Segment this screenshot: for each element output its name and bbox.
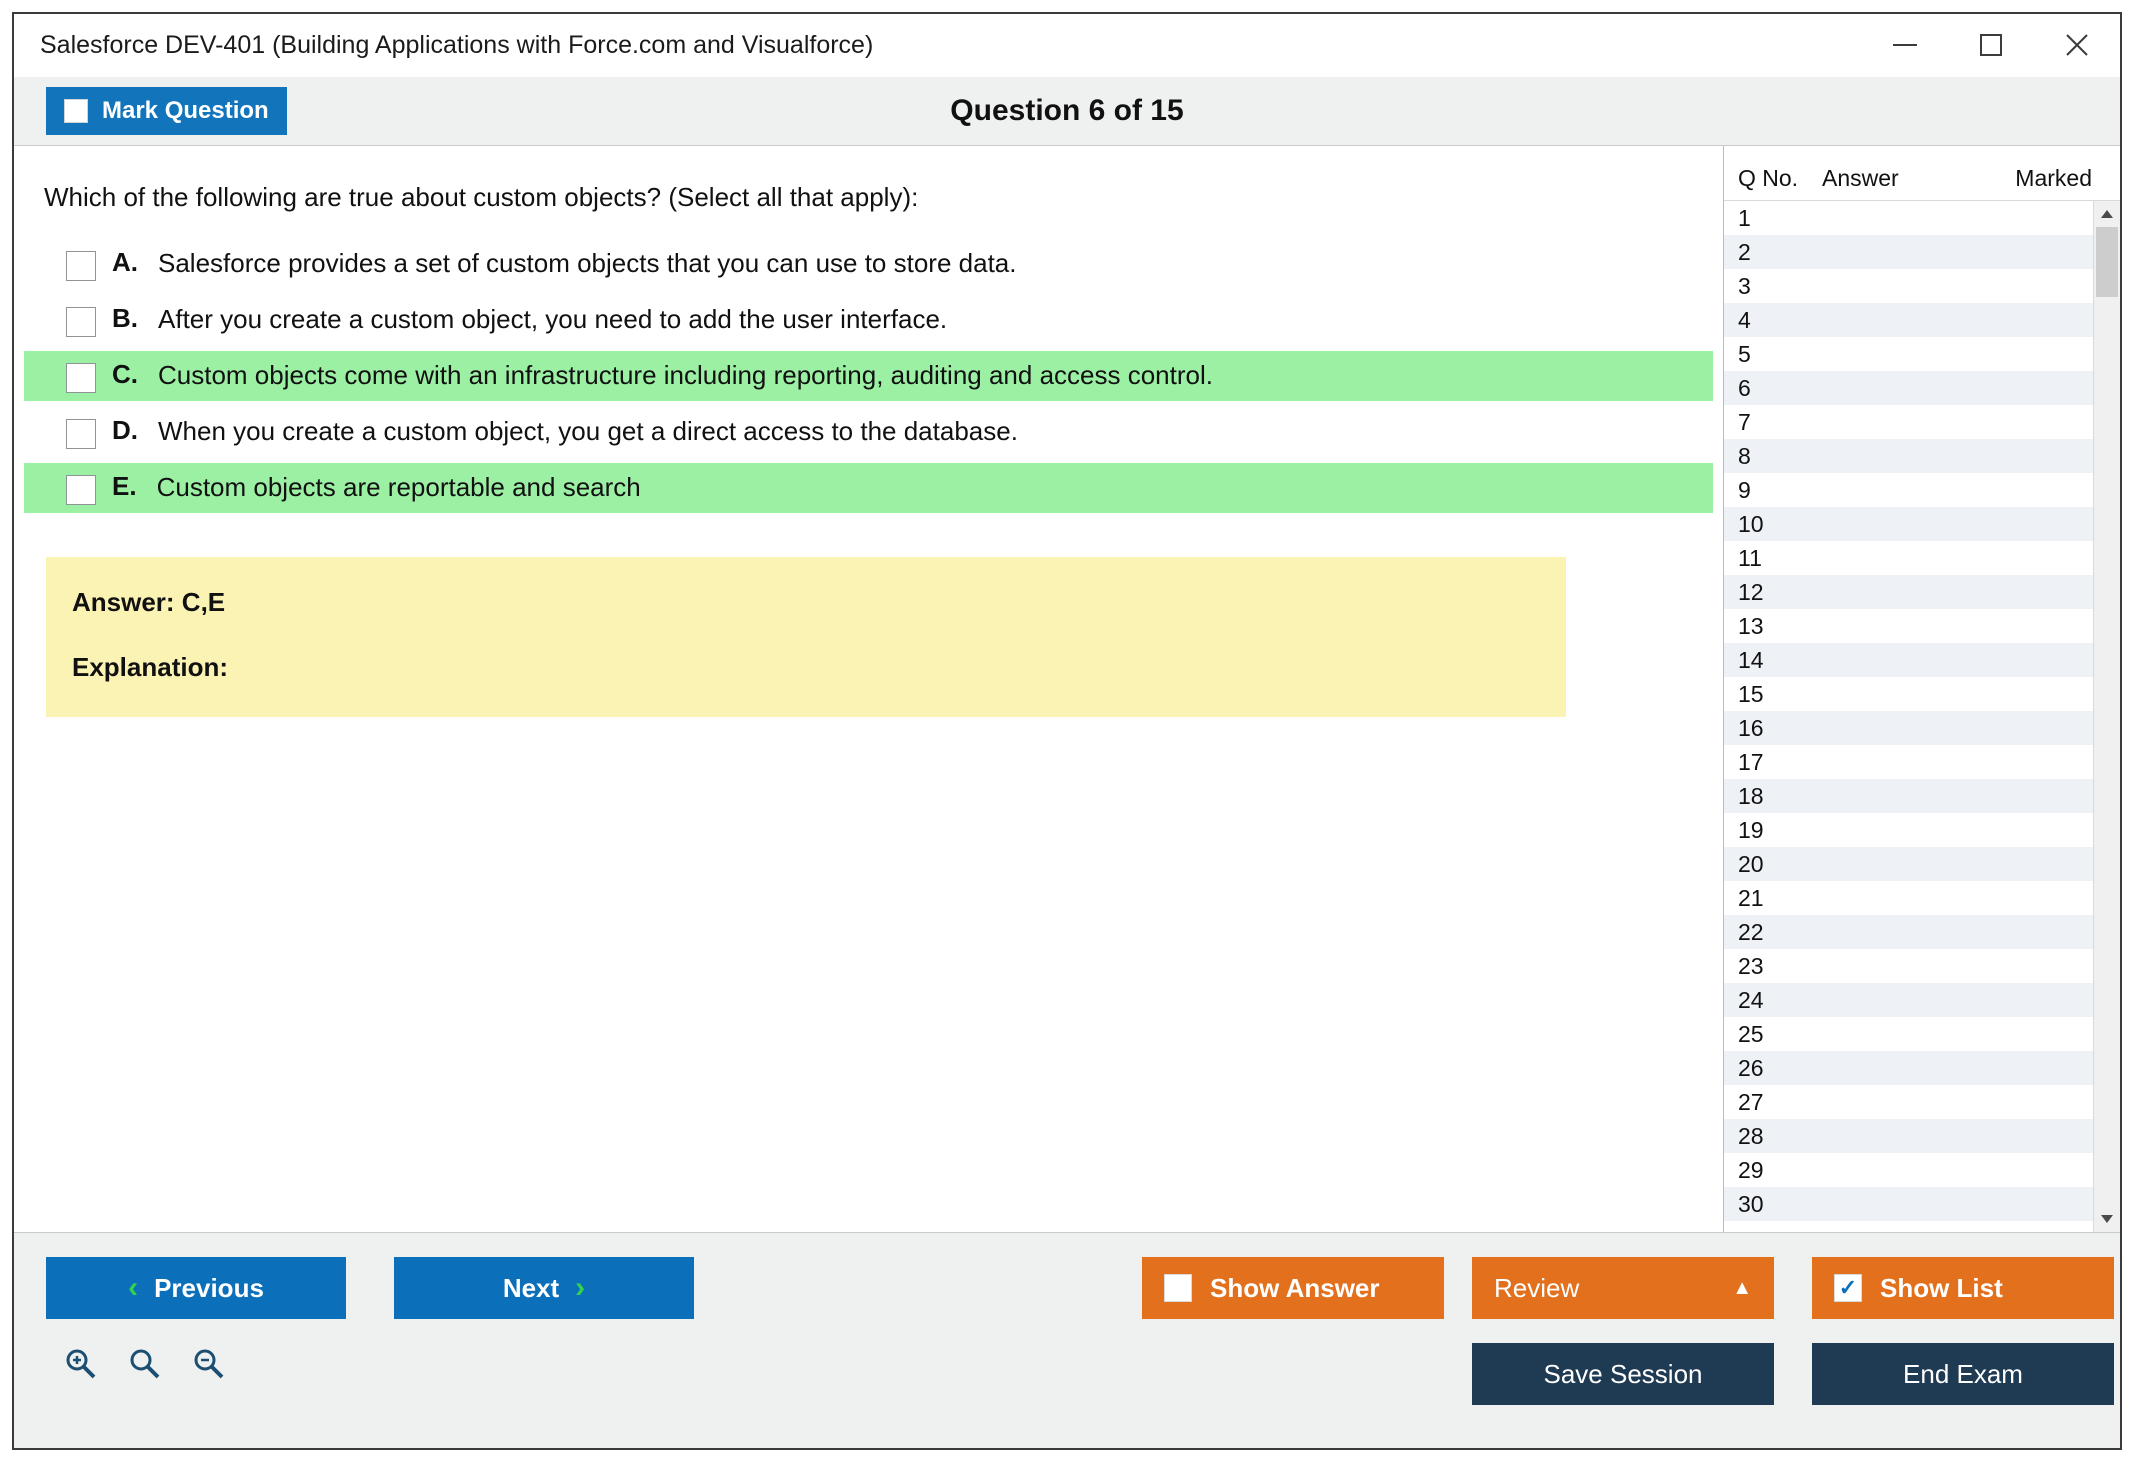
table-row[interactable]	[1724, 677, 2093, 711]
table-row[interactable]	[1724, 1017, 2093, 1051]
table-row[interactable]	[1724, 745, 2093, 779]
row-qno: 7	[1738, 408, 1751, 435]
row-qno: 18	[1738, 782, 1764, 809]
row-qno: 8	[1738, 442, 1751, 469]
option-row-a[interactable]	[24, 239, 1713, 289]
question-list-body	[1724, 201, 2120, 1232]
table-row[interactable]	[1724, 609, 2093, 643]
exam-header	[14, 77, 2120, 146]
table-row[interactable]	[1724, 371, 2093, 405]
row-qno: 24	[1738, 986, 1764, 1013]
row-qno: 12	[1738, 578, 1764, 605]
table-row[interactable]	[1724, 473, 2093, 507]
question-list-header	[1724, 146, 2120, 201]
option-letter: C.	[112, 359, 138, 389]
question-list-panel	[1723, 146, 2120, 1232]
table-row[interactable]	[1724, 337, 2093, 371]
mark-question-label: Mark Question	[102, 97, 269, 124]
show-list-button[interactable]	[1812, 1257, 2114, 1319]
row-qno: 15	[1738, 680, 1764, 707]
explanation-label: Explanation:	[72, 652, 229, 682]
mark-question-button[interactable]	[46, 87, 287, 135]
row-qno: 21	[1738, 884, 1764, 911]
question-list-scrollbar[interactable]	[2093, 201, 2120, 1232]
exam-body	[14, 146, 2120, 1232]
option-text: After you create a custom object, you need to add the user interface.	[158, 304, 948, 334]
window-title: Salesforce DEV-401 (Building Applications with Force.com and Visualforce)	[40, 30, 874, 59]
next-label: Next	[502, 1272, 560, 1303]
question-stem: Which of the following are true about custom objects? (Select all that apply):	[44, 182, 919, 212]
row-qno: 14	[1738, 646, 1764, 673]
question-pane	[14, 146, 1723, 1232]
option-letter: E.	[112, 471, 137, 501]
close-icon	[2062, 30, 2092, 60]
checkbox-icon[interactable]	[66, 307, 96, 337]
row-qno: 22	[1738, 918, 1764, 945]
row-qno: 5	[1738, 340, 1751, 367]
row-qno: 1	[1738, 204, 1751, 231]
row-qno: 9	[1738, 476, 1751, 503]
table-row[interactable]	[1724, 915, 2093, 949]
checkbox-icon[interactable]	[66, 251, 96, 281]
review-dropdown[interactable]	[1472, 1257, 1774, 1319]
table-row[interactable]	[1724, 575, 2093, 609]
question-rows[interactable]	[1724, 201, 2093, 1232]
row-qno: 16	[1738, 714, 1764, 741]
minimize-button[interactable]	[1862, 14, 1948, 76]
exam-window	[12, 12, 2122, 1450]
table-row[interactable]	[1724, 303, 2093, 337]
next-button[interactable]	[394, 1257, 694, 1319]
table-row[interactable]	[1724, 881, 2093, 915]
checkbox-icon[interactable]	[66, 475, 96, 505]
table-row[interactable]	[1724, 643, 2093, 677]
row-qno: 17	[1738, 748, 1764, 775]
save-session-label: Save Session	[1543, 1358, 1703, 1389]
row-qno: 11	[1738, 544, 1762, 571]
checkbox-icon[interactable]	[66, 419, 96, 449]
row-qno: 19	[1738, 816, 1764, 843]
table-row[interactable]	[1724, 949, 2093, 983]
table-row[interactable]	[1724, 1051, 2093, 1085]
zoom-out-icon[interactable]	[190, 1345, 226, 1381]
table-row[interactable]	[1724, 541, 2093, 575]
option-row-e[interactable]	[24, 463, 1713, 513]
scroll-down-arrow-icon[interactable]	[2094, 1206, 2120, 1232]
option-row-d[interactable]	[24, 407, 1713, 457]
answer-explanation-box	[46, 557, 1566, 717]
option-text: When you create a custom object, you get a direct access to the database.	[158, 416, 1018, 446]
row-qno: 6	[1738, 374, 1751, 401]
option-letter: B.	[112, 303, 138, 333]
table-row[interactable]	[1724, 813, 2093, 847]
row-qno: 10	[1738, 510, 1764, 537]
save-session-button[interactable]	[1472, 1343, 1774, 1405]
table-row[interactable]	[1724, 847, 2093, 881]
scroll-up-arrow-icon[interactable]	[2094, 201, 2120, 227]
column-header-qno: Q No.	[1738, 164, 1799, 191]
question-counter: Question 6 of 15	[950, 94, 1184, 127]
end-exam-label: End Exam	[1903, 1358, 2023, 1389]
table-row[interactable]	[1724, 779, 2093, 813]
row-qno: 29	[1738, 1156, 1764, 1183]
option-text: Custom objects are reportable and search	[156, 472, 641, 502]
show-answer-button[interactable]	[1142, 1257, 1444, 1319]
column-header-answer: Answer	[1822, 164, 1899, 191]
option-row-b[interactable]	[24, 295, 1713, 345]
table-row[interactable]	[1724, 439, 2093, 473]
row-qno: 23	[1738, 952, 1764, 979]
table-row[interactable]	[1724, 1085, 2093, 1119]
checkbox-icon	[64, 99, 88, 123]
table-row[interactable]	[1724, 201, 2093, 235]
chevron-left-icon: ‹	[128, 1271, 139, 1304]
option-text: Salesforce provides a set of custom objects that you can use to store data.	[158, 248, 1017, 278]
end-exam-button[interactable]	[1812, 1343, 2114, 1405]
show-list-label: Show List	[1880, 1272, 2003, 1303]
row-qno: 20	[1738, 850, 1764, 877]
chevron-right-icon: ›	[575, 1271, 586, 1304]
table-row[interactable]	[1724, 1153, 2093, 1187]
row-qno: 3	[1738, 272, 1751, 299]
row-qno: 4	[1738, 306, 1751, 333]
chevron-up-icon: ▲	[1732, 1276, 1752, 1299]
review-label: Review	[1494, 1272, 1580, 1303]
table-row[interactable]	[1724, 711, 2093, 745]
option-text: Custom objects come with an infrastructure including reporting, auditing and access control.	[158, 360, 1213, 390]
maximize-icon	[1978, 32, 2004, 58]
table-row[interactable]	[1724, 235, 2093, 269]
option-row-c[interactable]	[24, 351, 1713, 401]
row-qno: 30	[1738, 1190, 1764, 1217]
previous-button[interactable]	[46, 1257, 346, 1319]
checkbox-checked-icon: ✓	[1834, 1274, 1862, 1302]
zoom-controls	[62, 1345, 226, 1381]
show-answer-label: Show Answer	[1210, 1272, 1380, 1303]
row-qno: 27	[1738, 1088, 1764, 1115]
column-header-marked: Marked	[2015, 164, 2092, 191]
row-qno: 25	[1738, 1020, 1764, 1047]
row-qno: 13	[1738, 612, 1764, 639]
checkbox-icon	[1164, 1274, 1192, 1302]
maximize-button[interactable]	[1948, 14, 2034, 76]
row-qno: 2	[1738, 238, 1751, 265]
row-qno: 26	[1738, 1054, 1764, 1081]
option-letter: D.	[112, 415, 138, 445]
minimize-icon	[1891, 40, 1919, 50]
zoom-in-icon[interactable]	[62, 1345, 98, 1381]
close-button[interactable]	[2034, 14, 2120, 76]
zoom-search-icon[interactable]	[126, 1345, 162, 1381]
table-row[interactable]	[1724, 1119, 2093, 1153]
footer-toolbar	[14, 1232, 2120, 1448]
table-row[interactable]	[1724, 405, 2093, 439]
checkbox-icon[interactable]	[66, 363, 96, 393]
row-qno: 28	[1738, 1122, 1764, 1149]
table-row[interactable]	[1724, 983, 2093, 1017]
table-row[interactable]	[1724, 507, 2093, 541]
answer-label: Answer: C,E	[72, 587, 226, 617]
title-bar	[14, 14, 2120, 77]
options-list	[14, 239, 1723, 513]
previous-label: Previous	[154, 1272, 264, 1303]
table-row[interactable]	[1724, 269, 2093, 303]
option-letter: A.	[112, 247, 138, 277]
scrollbar-thumb[interactable]	[2096, 227, 2118, 297]
table-row[interactable]	[1724, 1187, 2093, 1221]
